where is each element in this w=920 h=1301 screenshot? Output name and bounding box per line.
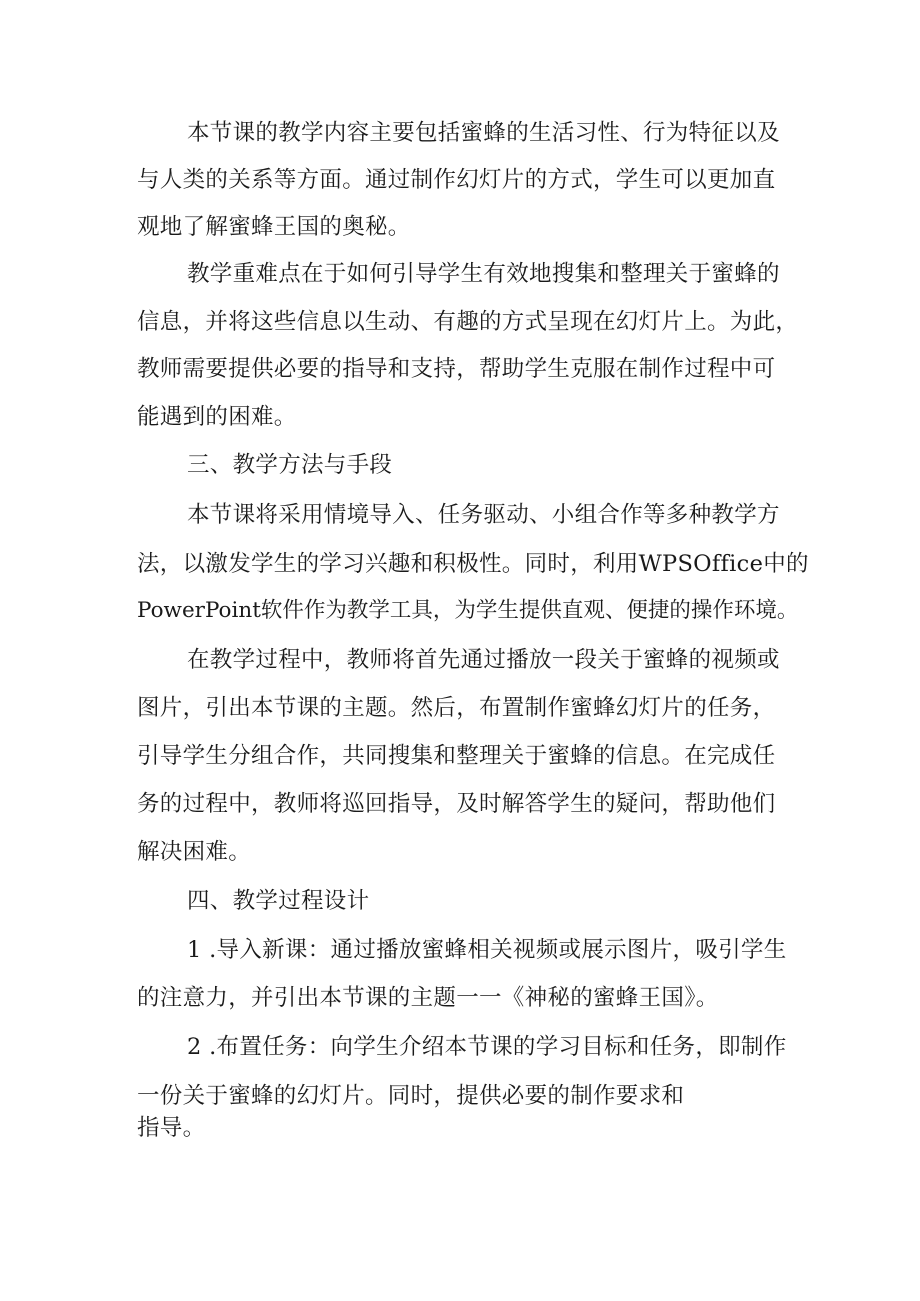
paragraph-line: 在教学过程中，教师将首先通过播放一段关于蜜蜂的视频或: [187, 647, 780, 673]
paragraph-line: 能遇到的困难。: [137, 404, 297, 430]
paragraph-line: 教师需要提供必要的指导和支持，帮助学生克服在制作过程中可: [137, 356, 776, 382]
list-item-line: 指导。: [137, 1115, 206, 1141]
list-item-line: 的注意力，并引出本节课的主题一一《神秘的蜜蜂王国》。: [137, 985, 719, 1011]
paragraph-line: 务的过程中，教师将巡回指导，及时解答学生的疑问，帮助他们: [137, 791, 776, 817]
section-heading: 三、教学方法与手段: [187, 452, 393, 478]
section-heading: 四、教学过程设计: [187, 888, 370, 914]
paragraph-line: 与人类的关系等方面。通过制作幻灯片的方式，学生可以更加直: [137, 167, 776, 193]
paragraph-line: 引导学生分组合作，共同搜集和整理关于蜜蜂的信息。在完成任: [137, 743, 776, 769]
paragraph-line: 观地了解蜜蜂王国的奥秘。: [137, 214, 411, 240]
paragraph-line: 解决困难。: [137, 839, 252, 865]
paragraph-line: 法，以激发学生的学习兴趣和积极性。同时，利用WPSOffice中的: [137, 551, 809, 577]
paragraph-line: 图片，引出本节课的主题。然后，布置制作蜜蜂幻灯片的任务，: [137, 695, 776, 721]
paragraph-line: 本节课将采用情境导入、任务驱动、小组合作等多种教学方: [187, 502, 780, 528]
paragraph-line: 本节课的教学内容主要包括蜜蜂的生活习性、行为特征以及: [187, 120, 780, 146]
list-item-line: 2 .布置任务：向学生介绍本节课的学习目标和任务，即制作: [187, 1034, 787, 1060]
paragraph-line: 信息，并将这些信息以生动、有趣的方式呈现在幻灯片上。为此，: [137, 309, 799, 335]
paragraph-line: PowerPoint软件作为教学工具，为学生提供直观、便捷的操作环境。: [137, 598, 799, 623]
paragraph-line: 教学重难点在于如何引导学生有效地搜集和整理关于蜜蜂的: [187, 261, 780, 287]
list-item-line: 一份关于蜜蜂的幻灯片。同时，提供必要的制作要求和: [137, 1083, 685, 1109]
list-item-line: 1 .导入新课：通过播放蜜蜂相关视频或展示图片，吸引学生: [187, 937, 787, 963]
